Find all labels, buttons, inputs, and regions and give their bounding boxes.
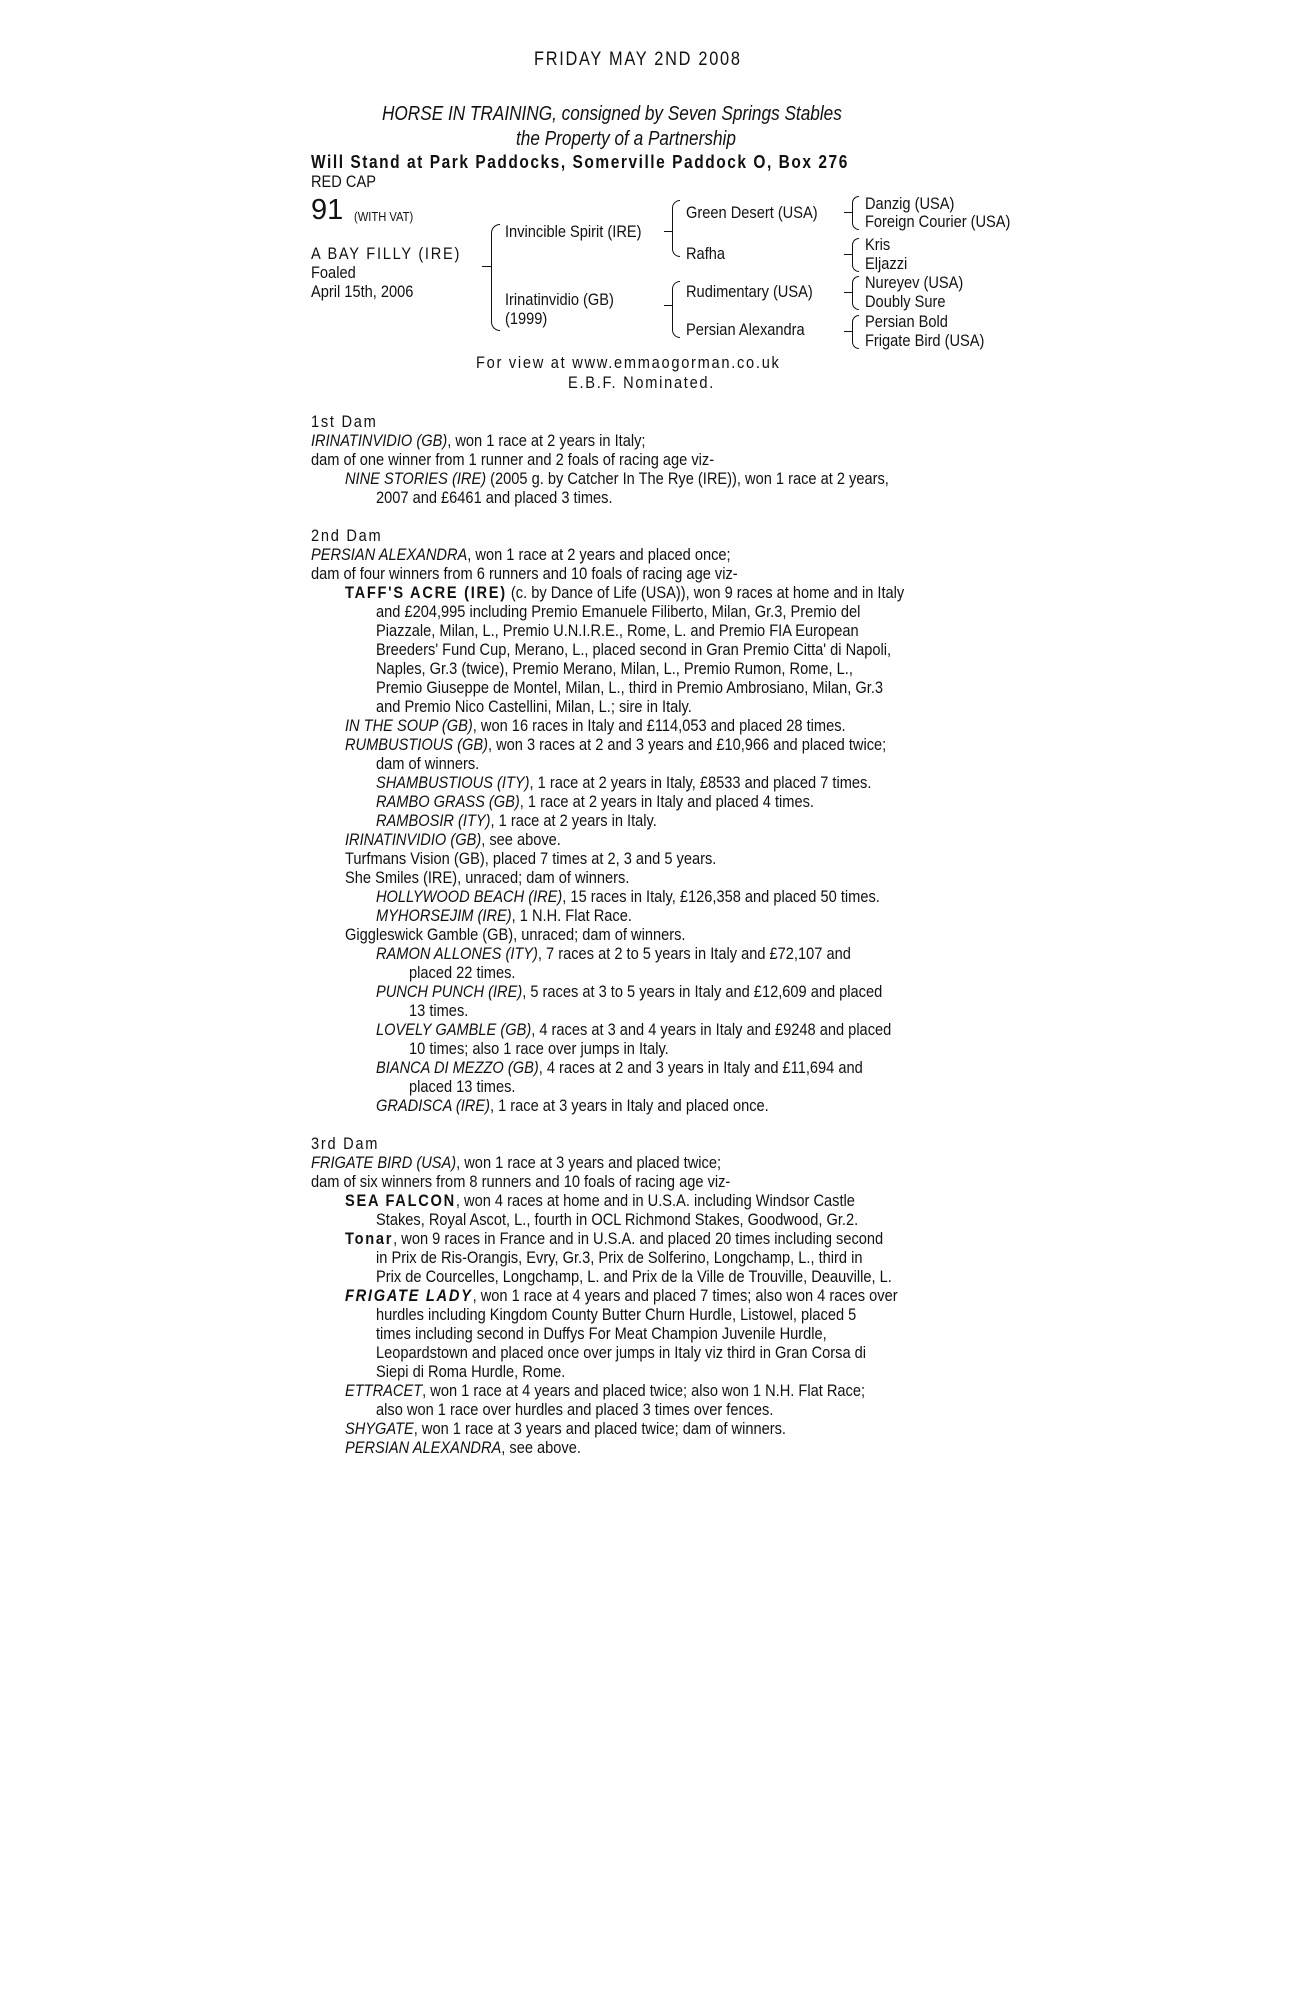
frig-line5: Siepi di Roma Hurdle, Rome. xyxy=(376,1362,566,1381)
soup-text: , won 16 races in Italy and £114,053 and placed 28 times. xyxy=(472,716,846,735)
rumb-text: , won 3 races at 2 and 3 years and £10,966 and placed twice; xyxy=(487,735,887,754)
pedigree-dam-dam: Persian Alexandra xyxy=(686,320,805,339)
dam1-name: IRINATINVIDIO (GB) xyxy=(311,431,448,450)
gg-2: Foreign Courier (USA) xyxy=(865,212,1011,231)
frig-line3: times including second in Duffys For Meat Champion Juvenile Hurdle, xyxy=(376,1324,827,1343)
pedigree-bracket-main xyxy=(491,224,500,331)
pedigree-sire: Invincible Spirit (IRE) xyxy=(505,222,642,241)
lot-title: HORSE IN TRAINING, consigned by Seven Springs Stables xyxy=(382,103,842,125)
frig-line1 xyxy=(345,1286,898,1305)
rambo-text: , 1 race at 2 years in Italy and placed 4 times. xyxy=(519,792,814,811)
frig-line4: Leopardstown and placed once over jumps in Italy viz third in Gran Corsa di xyxy=(376,1343,867,1362)
lovely-line1 xyxy=(376,1020,891,1039)
sham-name: SHAMBUSTIOUS (ITY) xyxy=(376,773,530,792)
rambosir-text: , 1 race at 2 years in Italy. xyxy=(490,811,657,830)
rumb-line1 xyxy=(345,735,886,754)
gg-3: Kris xyxy=(865,235,891,254)
taff-line6: Premio Giuseppe de Montel, Milan, L., third in Premio Ambrosiano, Milan, Gr.3 xyxy=(376,678,884,697)
pedigree-sire-dam: Rafha xyxy=(686,244,726,263)
dam-bracket-tick xyxy=(664,305,672,306)
gg-bracket-1-tick xyxy=(844,212,852,213)
dam2-heading: 2nd Dam xyxy=(311,526,383,545)
lovely-text: , 4 races at 3 and 4 years in Italy and £9248 and placed xyxy=(531,1020,892,1039)
taff-line3: Piazzale, Milan, L., Premio U.N.I.R.E., Rome, L. and Premio FIA European xyxy=(376,621,859,640)
gg-bracket-1 xyxy=(852,196,859,230)
taff-line1 xyxy=(345,583,904,602)
dam3-line2: dam of six winners from 8 runners and 10 foals of racing age viz- xyxy=(311,1172,731,1191)
shesmiles-line: She Smiles (IRE), unraced; dam of winners. xyxy=(345,868,630,887)
grad-text: , 1 race at 3 years in Italy and placed once. xyxy=(489,1096,769,1115)
holly-line xyxy=(376,887,880,906)
pedigree-sire-sire: Green Desert (USA) xyxy=(686,203,818,222)
dam3-text: , won 1 race at 3 years and placed twice; xyxy=(456,1153,722,1172)
ettr-line1 xyxy=(345,1381,865,1400)
frig-name: FRIGATE LADY xyxy=(345,1286,473,1305)
pers-text: , see above. xyxy=(501,1438,581,1457)
dam3-heading: 3rd Dam xyxy=(311,1134,380,1153)
rambosir-name: RAMBOSIR (ITY) xyxy=(376,811,491,830)
dam1-text: , won 1 race at 2 years in Italy; xyxy=(447,431,646,450)
holly-name: HOLLYWOOD BEACH (IRE) xyxy=(376,887,563,906)
soup-name: IN THE SOUP (GB) xyxy=(345,716,473,735)
grad-line xyxy=(376,1096,769,1115)
grad-name: GRADISCA (IRE) xyxy=(376,1096,490,1115)
dam3-line1 xyxy=(311,1153,721,1172)
pers-line xyxy=(345,1438,581,1457)
taff-line2: and £204,995 including Premio Emanuele Filiberto, Milan, Gr.3, Premio del xyxy=(376,602,861,621)
dam1-line4: 2007 and £6461 and placed 3 times. xyxy=(376,488,613,507)
lovely-line2: 10 times; also 1 race over jumps in Italy. xyxy=(409,1039,669,1058)
ettr-text: , won 1 race at 4 years and placed twice; also won 1 N.H. Flat Race; xyxy=(422,1381,866,1400)
pedigree-bracket-tick xyxy=(482,266,492,267)
punch-line1 xyxy=(376,982,882,1001)
sire-bracket-tick xyxy=(664,231,672,232)
dam1-heading: 1st Dam xyxy=(311,412,378,431)
sea-line1 xyxy=(345,1191,855,1210)
gg-bracket-2 xyxy=(852,238,859,272)
myh-text: , 1 N.H. Flat Race. xyxy=(511,906,632,925)
pers-name: PERSIAN ALEXANDRA xyxy=(345,1438,502,1457)
frig-text: , won 1 race at 4 years and placed 7 times; also won 4 races over xyxy=(472,1286,898,1305)
foaled-date: April 15th, 2006 xyxy=(311,282,414,301)
ramon-text: , 7 races at 2 to 5 years in Italy and £72,107 and xyxy=(537,944,851,963)
vat-note: (WITH VAT) xyxy=(354,209,414,224)
dam2-name: PERSIAN ALEXANDRA xyxy=(311,545,468,564)
shy-name: SHYGATE xyxy=(345,1419,414,1438)
myh-line xyxy=(376,906,632,925)
punch-text: , 5 races at 3 to 5 years in Italy and £12,609 and placed xyxy=(522,982,883,1001)
dam2-line2: dam of four winners from 6 runners and 10 foals of racing age viz- xyxy=(311,564,738,583)
rambo-line xyxy=(376,792,814,811)
pedigree-dam-sire: Rudimentary (USA) xyxy=(686,282,813,301)
gg-bracket-3 xyxy=(852,276,859,310)
bianca-text: , 4 races at 2 and 3 years in Italy and £11,694 and xyxy=(538,1058,863,1077)
ramon-line1 xyxy=(376,944,851,963)
cap-colour: RED CAP xyxy=(311,172,376,191)
ettr-line2: also won 1 race over hurdles and placed 3 times over fences. xyxy=(376,1400,774,1419)
gg-bracket-4 xyxy=(852,315,859,349)
gg-7: Persian Bold xyxy=(865,312,948,331)
giggles-line: Giggleswick Gamble (GB), unraced; dam of winners. xyxy=(345,925,686,944)
soup-line xyxy=(345,716,846,735)
tonar-line1 xyxy=(345,1229,883,1248)
sire-bracket xyxy=(672,200,680,257)
bianca-line1 xyxy=(376,1058,863,1077)
taff-name: TAFF'S ACRE (IRE) xyxy=(345,583,507,602)
bianca-line2: placed 13 times. xyxy=(409,1077,516,1096)
irina-text: , see above. xyxy=(481,830,561,849)
taff-line5: Naples, Gr.3 (twice), Premio Merano, Milan, L., Premio Rumon, Rome, L., xyxy=(376,659,853,678)
sea-name: SEA FALCON xyxy=(345,1191,456,1210)
gg-5: Nureyev (USA) xyxy=(865,273,964,292)
punch-line2: 13 times. xyxy=(409,1001,469,1020)
holly-text: , 15 races in Italy, £126,358 and placed 50 times. xyxy=(562,887,880,906)
view-website: For view at www.emmaogorman.co.uk xyxy=(476,353,781,372)
rumb-line2: dam of winners. xyxy=(376,754,480,773)
dam2-text: , won 1 race at 2 years and placed once; xyxy=(467,545,731,564)
rambosir-line xyxy=(376,811,657,830)
lot-subtitle: the Property of a Partnership xyxy=(516,128,736,150)
tonar-name: Tonar xyxy=(345,1229,394,1248)
pedigree-dam-year: (1999) xyxy=(505,309,548,328)
gg-bracket-4-tick xyxy=(844,331,852,332)
dam1-line3 xyxy=(345,469,889,488)
taff-line4: Breeders' Fund Cup, Merano, L., placed second in Gran Premio Citta' di Napoli, xyxy=(376,640,892,659)
nine-stories-text: (2005 g. by Catcher In The Rye (IRE)), won 1 race at 2 years, xyxy=(486,469,889,488)
ramon-line2: placed 22 times. xyxy=(409,963,516,982)
gg-4: Eljazzi xyxy=(865,254,908,273)
irina-name: IRINATINVIDIO (GB) xyxy=(345,830,482,849)
dam3-name: FRIGATE BIRD (USA) xyxy=(311,1153,457,1172)
gg-1: Danzig (USA) xyxy=(865,194,955,213)
shy-line xyxy=(345,1419,786,1438)
gg-8: Frigate Bird (USA) xyxy=(865,331,985,350)
tonar-line2: in Prix de Ris-Orangis, Evry, Gr.3, Prix de Solferino, Longchamp, L., third in xyxy=(376,1248,863,1267)
myh-name: MYHORSEJIM (IRE) xyxy=(376,906,512,925)
bianca-name: BIANCA DI MEZZO (GB) xyxy=(376,1058,539,1077)
sham-text: , 1 race at 2 years in Italy, £8533 and placed 7 times. xyxy=(529,773,872,792)
irina-line xyxy=(345,830,561,849)
dam-bracket xyxy=(672,281,680,338)
stand-location: Will Stand at Park Paddocks, Somerville Paddock O, Box 276 xyxy=(311,152,849,172)
foaled-label: Foaled xyxy=(311,263,356,282)
rambo-name: RAMBO GRASS (GB) xyxy=(376,792,520,811)
tonar-text: , won 9 races in France and in U.S.A. and placed 20 times including second xyxy=(393,1229,884,1248)
shy-text: , won 1 race at 3 years and placed twice; dam of winners. xyxy=(413,1419,786,1438)
taff-text: (c. by Dance of Life (USA)), won 9 races at home and in Italy xyxy=(506,583,905,602)
taff-line7: and Premio Nico Castellini, Milan, L.; sire in Italy. xyxy=(376,697,692,716)
gg-bracket-3-tick xyxy=(844,292,852,293)
gg-bracket-2-tick xyxy=(844,254,852,255)
ramon-name: RAMON ALLONES (ITY) xyxy=(376,944,538,963)
nine-stories-name: NINE STORIES (IRE) xyxy=(345,469,487,488)
rumb-name: RUMBUSTIOUS (GB) xyxy=(345,735,488,754)
dam1-line2: dam of one winner from 1 runner and 2 foals of racing age viz- xyxy=(311,450,715,469)
sham-line xyxy=(376,773,871,792)
lovely-name: LOVELY GAMBLE (GB) xyxy=(376,1020,532,1039)
ettr-name: ETTRACET xyxy=(345,1381,423,1400)
lot-number: 91 xyxy=(311,194,344,226)
dam1-line1 xyxy=(311,431,645,450)
horse-description: A BAY FILLY (IRE) xyxy=(311,244,462,263)
pedigree-dam: Irinatinvidio (GB) xyxy=(505,290,614,309)
punch-name: PUNCH PUNCH (IRE) xyxy=(376,982,523,1001)
ebf-nominated: E.B.F. Nominated. xyxy=(568,373,716,392)
dam2-line1 xyxy=(311,545,731,564)
gg-6: Doubly Sure xyxy=(865,292,946,311)
frig-line2: hurdles including Kingdom County Butter Churn Hurdle, Listowel, placed 5 xyxy=(376,1305,857,1324)
tonar-line3: Prix de Courcelles, Longchamp, L. and Prix de la Ville de Trouville, Deauville, L. xyxy=(376,1267,892,1286)
sale-date: FRIDAY MAY 2ND 2008 xyxy=(534,49,742,70)
sea-line2: Stakes, Royal Ascot, L., fourth in OCL Richmond Stakes, Goodwood, Gr.2. xyxy=(376,1210,859,1229)
turfmans-line: Turfmans Vision (GB), placed 7 times at 2, 3 and 5 years. xyxy=(345,849,717,868)
sea-text: , won 4 races at home and in U.S.A. including Windsor Castle xyxy=(455,1191,855,1210)
